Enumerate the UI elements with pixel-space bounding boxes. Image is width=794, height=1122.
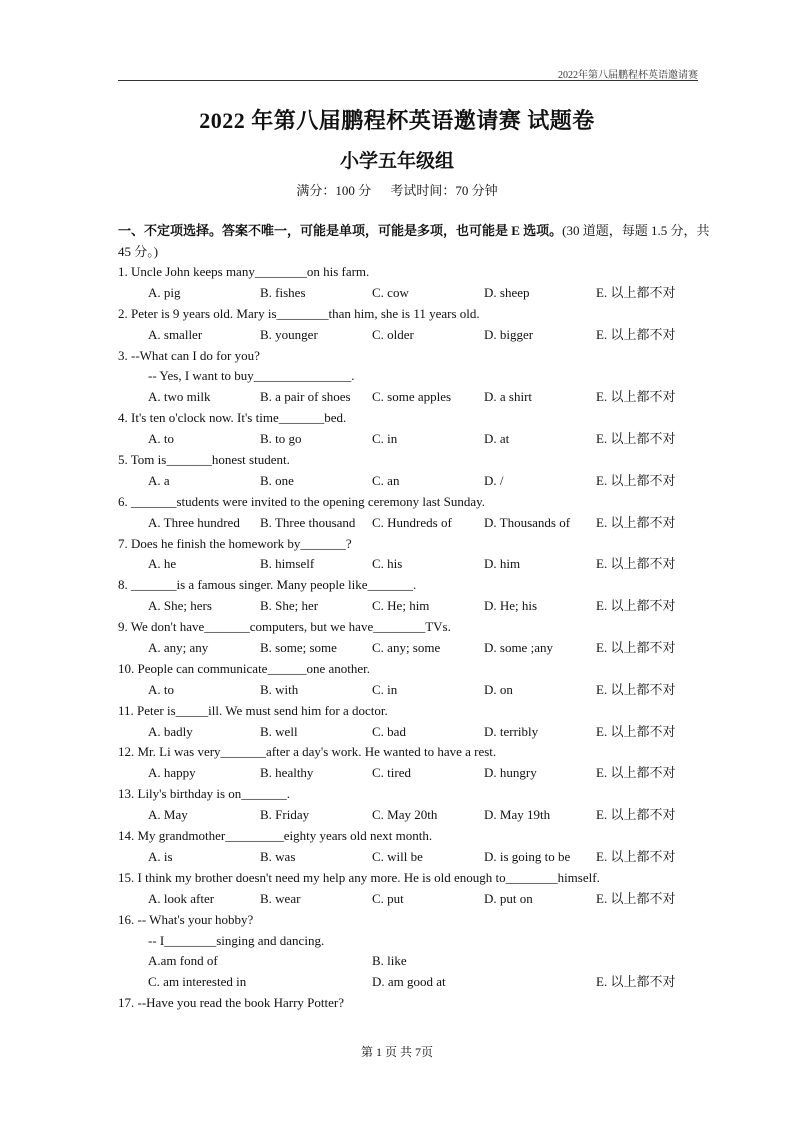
- question-stem: 2. Peter is 9 years old. Mary is________than him, she is 11 years old.: [118, 305, 480, 321]
- option: A. to: [148, 431, 174, 447]
- question-stem: 9. We don't have_______computers, but we have________TVs.: [118, 619, 451, 635]
- option-row: [118, 972, 718, 993]
- question-item: [118, 450, 718, 492]
- question-item: [118, 304, 718, 346]
- question-item: [118, 868, 718, 910]
- section-instructions: [118, 220, 710, 262]
- option: A. badly: [148, 723, 193, 739]
- option: E. 以上都不对: [596, 723, 676, 739]
- option: A. pig: [148, 284, 181, 300]
- option: B. fishes: [260, 284, 306, 300]
- option: B. Friday: [260, 807, 310, 823]
- option: D. /: [484, 472, 504, 488]
- option: B. healthy: [260, 765, 314, 781]
- option: D. him: [484, 556, 521, 572]
- page-footer: 第 1 页 共 7页: [360, 1045, 433, 1059]
- option: D. hungry: [484, 765, 537, 781]
- option: C. will be: [372, 848, 423, 864]
- question-item: [118, 784, 718, 826]
- option-row: [118, 889, 718, 910]
- option: C. in: [372, 681, 398, 697]
- option: B. like: [372, 953, 407, 969]
- question-stem: 16. -- What's your hobby?: [118, 911, 254, 927]
- option: B. himself: [260, 556, 315, 572]
- option: C. some apples: [372, 389, 452, 405]
- section-heading: 一、不定项选择。答案不唯一，可能是单项，可能是多项，也可能是 E 选项。: [118, 223, 563, 238]
- option: C. in: [372, 431, 398, 447]
- option: D. May 19th: [484, 807, 551, 823]
- option: E. 以上都不对: [596, 556, 676, 572]
- option-row: [118, 471, 718, 492]
- option: E. 以上都不对: [596, 974, 676, 990]
- option: C. am interested in: [148, 974, 247, 990]
- option: C. May 20th: [372, 807, 438, 823]
- question-item: [118, 701, 718, 743]
- option: B. younger: [260, 326, 318, 342]
- exam-meta: [0, 180, 794, 199]
- question-stem: 17. --Have you read the book Harry Potter?: [118, 995, 344, 1011]
- option: E. 以上都不对: [596, 807, 676, 823]
- option: A. is: [148, 848, 173, 864]
- option-row: [118, 429, 718, 450]
- option-row: [118, 513, 718, 534]
- option: D. He; his: [484, 598, 538, 614]
- question-item: [118, 575, 718, 617]
- option: E. 以上都不对: [596, 431, 676, 447]
- option: D. a shirt: [484, 389, 533, 405]
- option: C. his: [372, 556, 403, 572]
- option: A. look after: [148, 890, 215, 906]
- option: C. cow: [372, 284, 409, 300]
- option: C. any; some: [372, 640, 441, 656]
- option: B. was: [260, 848, 296, 864]
- question-item: [118, 346, 718, 409]
- option: A. a: [148, 472, 170, 488]
- question-item: [118, 492, 718, 534]
- question-item: [118, 659, 718, 701]
- option: C. Hundreds of: [372, 514, 452, 530]
- option: C. an: [372, 472, 400, 488]
- question-stem: 13. Lily's birthday is on_______.: [118, 786, 291, 802]
- option: B. to go: [260, 431, 302, 447]
- question-item: [118, 617, 718, 659]
- question-subline: -- I________singing and dancing.: [148, 932, 325, 948]
- option: A. any; any: [148, 640, 209, 656]
- option-row: [118, 951, 718, 972]
- option: E. 以上都不对: [596, 472, 676, 488]
- question-item: [118, 534, 718, 576]
- question-item: [118, 993, 718, 1014]
- option-row: [118, 763, 718, 784]
- option: B. a pair of shoes: [260, 389, 351, 405]
- option: B. wear: [260, 890, 301, 906]
- question-stem: 5. Tom is_______honest student.: [118, 452, 290, 468]
- option: D. bigger: [484, 326, 534, 342]
- option: A. two milk: [148, 389, 211, 405]
- total-score: 满分：100 分: [296, 183, 372, 198]
- question-item: [118, 408, 718, 450]
- exam-title: 2022 年第八届鹏程杯英语邀请赛 试题卷: [199, 108, 595, 133]
- question-stem: 3. --What can I do for you?: [118, 347, 260, 363]
- question-item: [118, 910, 718, 994]
- option: D. sheep: [484, 284, 530, 300]
- question-stem: 14. My grandmother_________eighty years old next month.: [118, 828, 433, 844]
- option: E. 以上都不对: [596, 514, 676, 530]
- option: C. tired: [372, 765, 411, 781]
- option: A.am fond of: [148, 953, 218, 969]
- question-stem: 12. Mr. Li was very_______after a day's work. He wanted to have a rest.: [118, 744, 497, 760]
- option: C. He; him: [372, 598, 430, 614]
- question-stem: 1. Uncle John keeps many________on his farm.: [118, 264, 370, 279]
- option: B. Three thousand: [260, 514, 356, 530]
- option: D. Thousands of: [484, 514, 571, 530]
- option: E. 以上都不对: [596, 765, 676, 781]
- option-row: [118, 596, 718, 617]
- option: B. well: [260, 723, 298, 739]
- option-row: [118, 680, 718, 701]
- option: C. put: [372, 890, 404, 906]
- option: D. some ;any: [484, 640, 553, 656]
- option: E. 以上都不对: [596, 890, 676, 906]
- question-item: [118, 262, 718, 304]
- option: E. 以上都不对: [596, 598, 676, 614]
- question-stem: 15. I think my brother doesn't need my help any more. He is old enough to________himself.: [118, 869, 600, 885]
- question-stem: 10. People can communicate______one another.: [118, 660, 370, 676]
- option-row: [118, 638, 718, 659]
- option-row: [118, 325, 718, 346]
- option: A. May: [148, 807, 188, 823]
- option: A. to: [148, 681, 174, 697]
- section-note: (30 道题，每题 1.5 分，共 45 分。): [118, 223, 710, 259]
- option: D. am good at: [372, 974, 446, 990]
- option: E. 以上都不对: [596, 848, 676, 864]
- exam-time: 考试时间：70 分钟: [390, 183, 498, 198]
- question-stem: 7. Does he finish the homework by_______?: [118, 535, 352, 551]
- question-item: [118, 742, 718, 784]
- option: C. bad: [372, 723, 406, 739]
- option: E. 以上都不对: [596, 681, 676, 697]
- option: E. 以上都不对: [596, 389, 676, 405]
- option: A. happy: [148, 765, 196, 781]
- option: E. 以上都不对: [596, 640, 676, 656]
- option: B. She; her: [260, 598, 319, 614]
- option: B. one: [260, 472, 294, 488]
- option: A. smaller: [148, 326, 203, 342]
- question-stem: 6. _______students were invited to the opening ceremony last Sunday.: [118, 493, 486, 509]
- option-row: [118, 387, 718, 408]
- option: D. is going to be: [484, 848, 571, 864]
- option: A. he: [148, 556, 177, 572]
- question-stem: 8. _______is a famous singer. Many people like_______.: [118, 577, 417, 593]
- option: A. She; hers: [148, 598, 212, 614]
- option: E. 以上都不对: [596, 326, 676, 342]
- option: E. 以上都不对: [596, 284, 676, 300]
- question-subline: -- Yes, I want to buy_______________.: [148, 368, 355, 384]
- question-stem: 4. It's ten o'clock now. It's time_______bed.: [118, 410, 347, 426]
- option: D. at: [484, 431, 510, 447]
- option-row: [118, 805, 718, 826]
- option: B. with: [260, 681, 299, 697]
- option: D. put on: [484, 890, 533, 906]
- option-row: [118, 283, 718, 304]
- question-stem: 11. Peter is_____ill. We must send him for a doctor.: [118, 702, 388, 718]
- header-rule: [118, 80, 698, 81]
- option: C. older: [372, 326, 414, 342]
- exam-subtitle: 小学五年级组: [339, 151, 454, 172]
- running-header: 2022年第八届鹏程杯英语邀请赛: [558, 70, 698, 81]
- option-row: [118, 554, 718, 575]
- option-row: [118, 722, 718, 743]
- option: B. some; some: [260, 640, 337, 656]
- question-item: [118, 826, 718, 868]
- option-row: [118, 847, 718, 868]
- option: A. Three hundred: [148, 514, 240, 530]
- question-list: [118, 262, 718, 1014]
- option: D. terribly: [484, 723, 539, 739]
- option: D. on: [484, 681, 513, 697]
